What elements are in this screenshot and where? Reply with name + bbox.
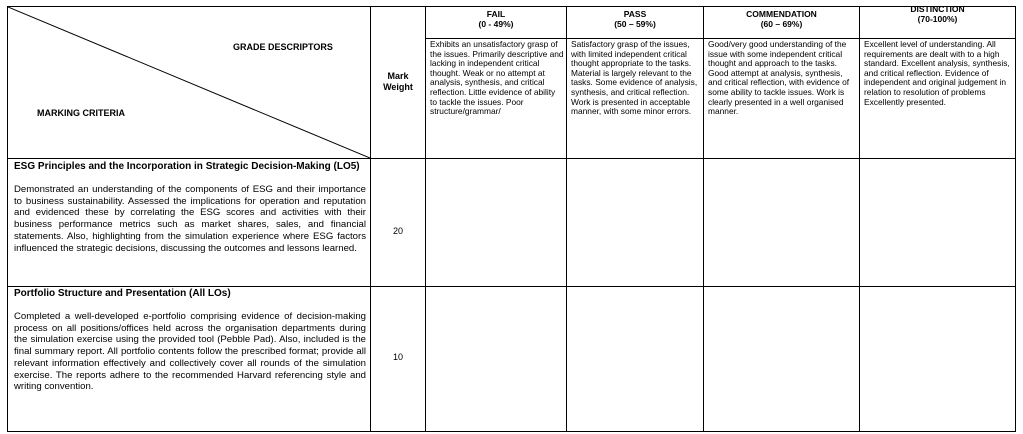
criterion-weight: 20 xyxy=(392,226,403,236)
criterion-title: ESG Principles and the Incorporation in Strategic Decision-Making (LO5) xyxy=(14,161,360,172)
grade-descriptors-label: GRADE DESCRIPTORS xyxy=(233,42,333,52)
descriptor-fail: Exhibits an unsatisfactory grasp of the issues. Primarily descriptive and lacking in independent critical thought. Weak or no attempt at analysis, synthesis, and critical reflection. Little evidence of ability to tackle the issues. Poor structure/grammar/ xyxy=(430,39,564,117)
grade-header-distinction: DISTINCTION (70-100%) xyxy=(910,4,965,24)
grade-header-pass: PASS (50 – 59%) xyxy=(614,9,656,29)
corner-diagonal xyxy=(8,7,370,158)
criterion-description: Completed a well-developed e-portfolio comprising evidence of decision-making process on all positions/offices held across the organisation departments during the simulation exercise using the provided tool (Pebble Pad). Also, included is the final summary report. All portfolio contents follow the prescribed format; provide all relevant information effectively and collectively cover all rounds of the simulation exercise. The reports adhere to the recommended Harvard referencing style and writing convention. xyxy=(14,311,366,393)
descriptor-distinction: Excellent level of understanding. All requirements are dealt with to a high standard. Excellent analysis, synthesis, and critical reflection. Evidence of independent and original judgement in relation to resolution of problems Excellently presented. xyxy=(864,39,1010,107)
criterion-weight: 10 xyxy=(392,352,403,362)
row-divider xyxy=(7,286,1016,287)
table-border-right xyxy=(1015,6,1016,432)
criterion-title: Portfolio Structure and Presentation (All LOs) xyxy=(14,288,231,299)
grade-header-fail: FAIL (0 - 49%) xyxy=(478,9,514,29)
descriptor-pass: Satisfactory grasp of the issues, with limited independent critical thought appropriate to the tasks. Material is largely relevant to the tasks. Some evidence of analysis, synthesis, and critical reflection. Work is presented in acceptable manner, with some minor errors. xyxy=(571,39,698,117)
criterion-description: Demonstrated an understanding of the components of ESG and their importance to business sustainability. Assessed the implications for operation and reputation and evidenced these by correlating the ESG scores and activities with their business performance metrics such as market shares, sales, and financial statements. Also, highlighting from the simulation experience where ESG factors influenced the strategic decisions, discussing the outcomes and lessons learned. xyxy=(14,184,366,254)
column-divider xyxy=(370,6,371,432)
marking-criteria-label: MARKING CRITERIA xyxy=(37,108,125,118)
table-border-bottom xyxy=(7,431,1016,432)
descriptor-commendation: Good/very good understanding of the issue with some independent critical thought and approach to the tasks. Good attempt at analysis, synthesis, and critical reflection, with evidence of some ability to tackle issues. Work is clearly presented in a well organised manner. xyxy=(708,39,850,117)
criterion-esg xyxy=(14,161,366,254)
mark-weight-header: Mark Weight xyxy=(383,71,413,92)
grade-header-commendation: COMMENDATION (60 – 69%) xyxy=(746,9,817,29)
row-divider xyxy=(7,158,1016,159)
criterion-portfolio xyxy=(14,288,366,393)
